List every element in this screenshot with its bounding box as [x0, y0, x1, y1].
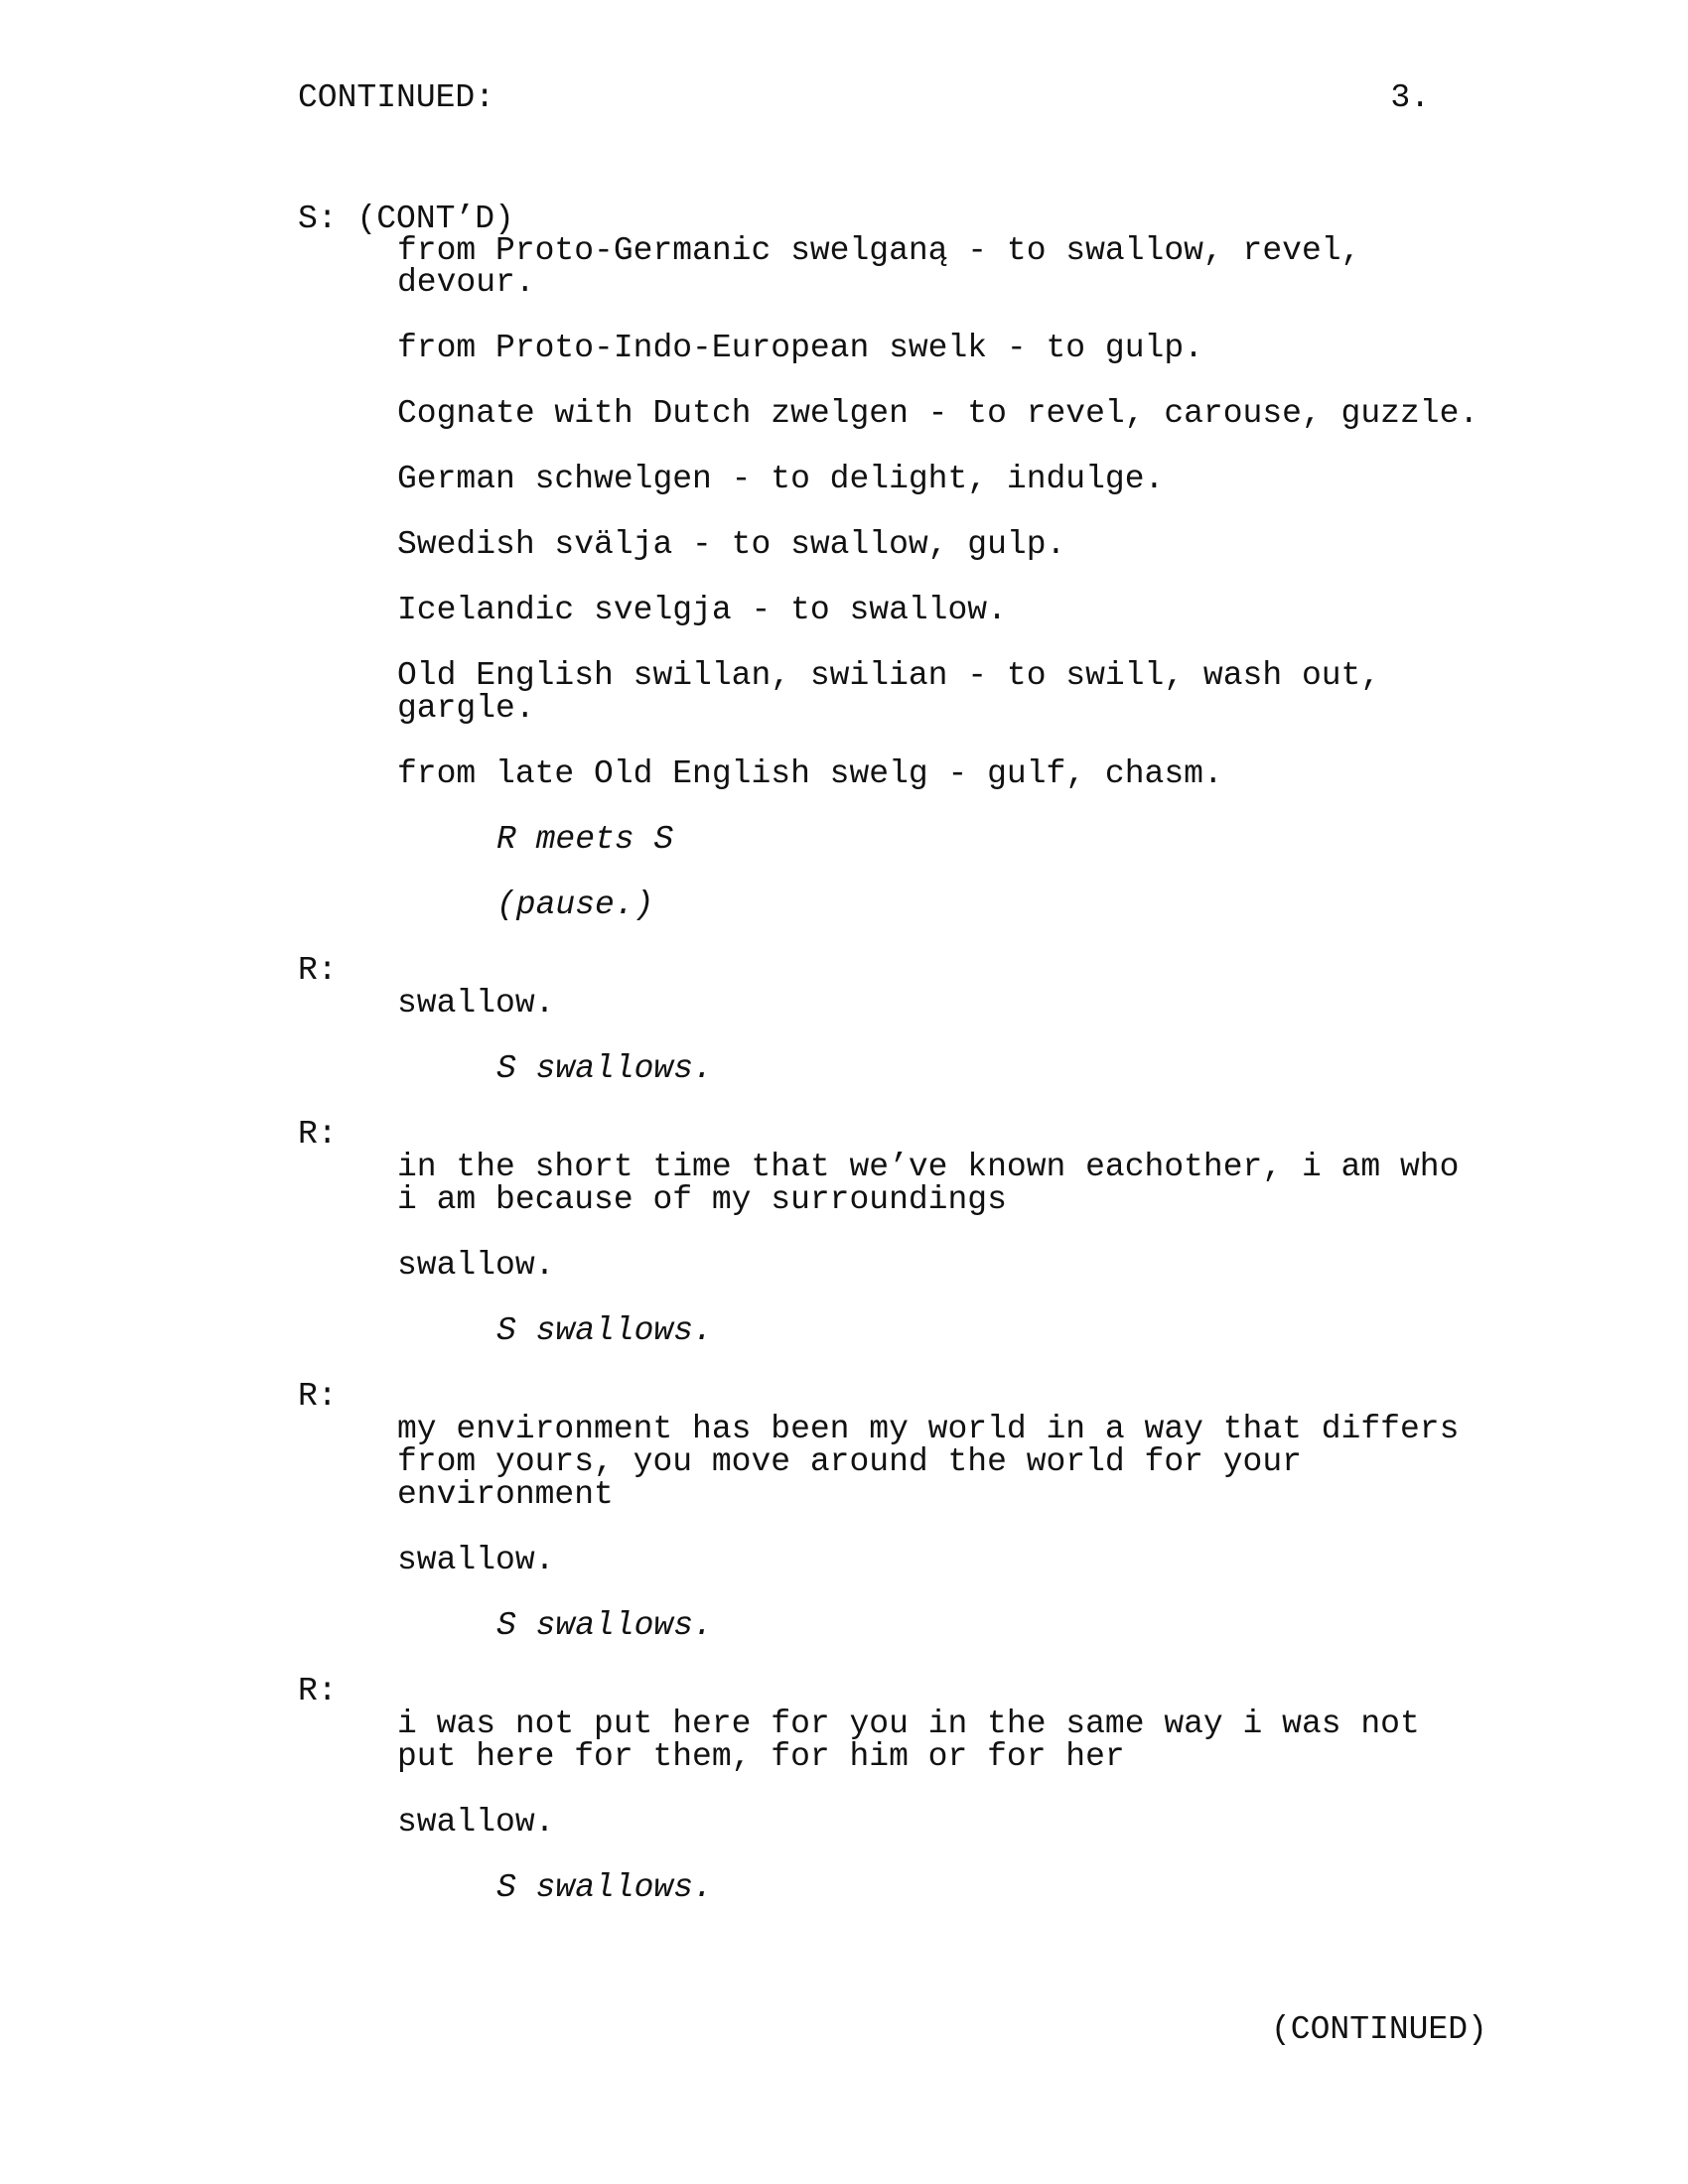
speaker-cue-r: R: [298, 952, 338, 989]
dialogue-line: Old English swillan, swilian - to swill, wash out, [397, 657, 1381, 694]
stage-direction: S swallows. [496, 1050, 713, 1087]
footer-continued: (CONTINUED) [1271, 2011, 1487, 2048]
stage-direction: R meets S [496, 821, 674, 858]
speaker-cue-r: R: [298, 1378, 338, 1415]
dialogue-line: put here for them, for him or for her [397, 1738, 1125, 1775]
dialogue-line: in the short time that we’ve known eachother, i am who [397, 1149, 1460, 1185]
dialogue-line: Swedish svälja - to swallow, gulp. [397, 526, 1066, 563]
header-continued: CONTINUED: [298, 79, 495, 116]
dialogue-line: from Proto-Indo-European swelk - to gulp. [397, 330, 1203, 366]
stage-direction: S swallows. [496, 1312, 713, 1349]
dialogue-line: swallow. [397, 1804, 555, 1841]
dialogue-line: i was not put here for you in the same way i was not [397, 1706, 1420, 1742]
speaker-cue-s-contd: S: (CONT’D) [298, 201, 514, 237]
dialogue-line: swallow. [397, 1247, 555, 1284]
dialogue-line: from yours, you move around the world for your [397, 1443, 1302, 1480]
dialogue-line: swallow. [397, 1542, 555, 1578]
dialogue-line: devour. [397, 264, 535, 301]
speaker-cue-r: R: [298, 1673, 338, 1709]
stage-direction: S swallows. [496, 1869, 713, 1906]
dialogue-line: my environment has been my world in a way that differs [397, 1411, 1460, 1447]
dialogue-line: i am because of my surroundings [397, 1181, 1007, 1218]
speaker-cue-r: R: [298, 1116, 338, 1153]
stage-direction: (pause.) [496, 887, 654, 923]
stage-direction: S swallows. [496, 1607, 713, 1644]
dialogue-line: gargle. [397, 690, 535, 727]
dialogue-line: from late Old English swelg - gulf, chasm. [397, 755, 1223, 792]
dialogue-line: swallow. [397, 985, 555, 1022]
dialogue-line: environment [397, 1476, 614, 1513]
page-number: 3. [1390, 79, 1430, 116]
dialogue-line: Icelandic svelgja - to swallow. [397, 592, 1007, 628]
dialogue-line: German schwelgen - to delight, indulge. [397, 461, 1165, 497]
dialogue-line: from Proto-Germanic swelganą - to swallow, revel, [397, 232, 1361, 269]
dialogue-line: Cognate with Dutch zwelgen - to revel, carouse, guzzle. [397, 395, 1479, 432]
